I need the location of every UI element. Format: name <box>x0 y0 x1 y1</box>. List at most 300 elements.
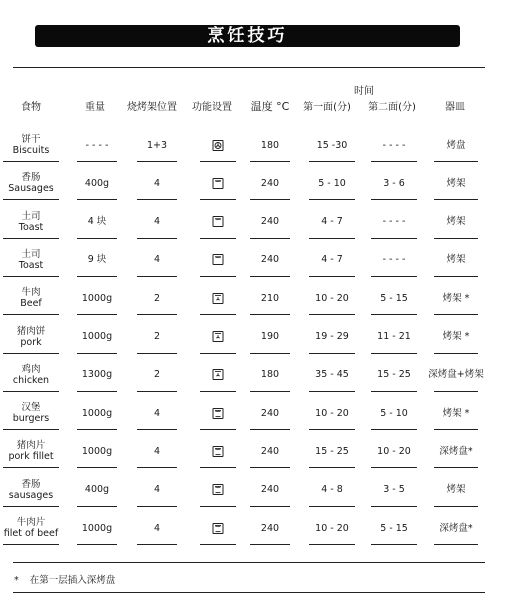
cell-underline <box>77 506 117 507</box>
cell-rack <box>154 360 160 390</box>
cell-underline <box>309 429 355 430</box>
value-rack: 4 <box>153 177 161 189</box>
food-name-cn: 土司 <box>21 210 41 222</box>
header-function: 功能设置 <box>192 102 232 113</box>
value-rack: 4 <box>153 407 161 419</box>
table-row <box>0 360 510 396</box>
cell-function <box>213 475 224 505</box>
cell-underline <box>371 238 417 239</box>
cell-side1 <box>317 130 348 160</box>
value-temp: 240 <box>260 254 280 266</box>
cell-underline <box>309 161 355 162</box>
cell-weight <box>86 130 109 160</box>
cell-food <box>8 168 53 198</box>
cell-food <box>20 283 42 313</box>
double-grill-icon <box>213 408 224 419</box>
cell-underline <box>371 544 417 545</box>
cell-underline <box>200 161 236 162</box>
value-side2: 3 - 5 <box>383 484 405 496</box>
cell-dish <box>428 360 483 390</box>
cell-side1 <box>315 436 349 466</box>
value-dish: 深烤盘* <box>439 522 473 534</box>
value-temp: 240 <box>260 484 280 496</box>
value-temp: 240 <box>260 407 280 419</box>
bottom-divider <box>13 562 485 563</box>
value-side2: - - - - <box>382 254 406 266</box>
value-dish: 烤架 * <box>442 331 470 342</box>
food-name-cn: 猪肉饼 <box>16 325 46 337</box>
cell-underline <box>137 199 177 200</box>
food-name-cn: 饼干 <box>21 134 41 145</box>
cell-rack <box>154 207 160 237</box>
cell-underline <box>77 429 117 430</box>
cell-dish <box>446 245 465 275</box>
cell-underline <box>309 353 355 354</box>
cell-function <box>213 283 224 313</box>
value-side2: 5 - 15 <box>380 522 408 534</box>
cell-underline <box>77 544 117 545</box>
table-row <box>0 207 510 243</box>
footnote-star: * <box>14 575 19 586</box>
cell-underline <box>137 314 177 315</box>
cell-underline <box>434 161 478 162</box>
header-temp: 温度 °C <box>250 100 290 113</box>
cell-temp <box>261 322 279 352</box>
cell-food <box>13 130 50 160</box>
cell-underline <box>200 238 236 239</box>
footnote <box>14 572 115 586</box>
value-temp: 240 <box>260 216 280 228</box>
cell-function <box>213 436 224 466</box>
table-row <box>0 283 510 319</box>
cell-underline <box>371 467 417 468</box>
cell-side1 <box>315 513 349 543</box>
cell-weight <box>85 475 109 505</box>
cell-weight <box>82 360 112 390</box>
cell-underline <box>250 161 290 162</box>
cell-underline <box>200 467 236 468</box>
value-dish: 烤架 <box>446 216 466 228</box>
value-temp: 210 <box>260 292 280 304</box>
food-name-en: filet of beef <box>3 528 59 539</box>
value-temp: 240 <box>260 177 280 189</box>
value-side2: - - - - <box>382 216 406 228</box>
top-divider <box>13 67 485 68</box>
cell-temp <box>261 398 279 428</box>
cell-side2 <box>383 130 406 160</box>
cell-side2 <box>383 168 405 198</box>
cell-underline <box>434 353 478 354</box>
cell-underline <box>371 276 417 277</box>
cell-temp <box>261 245 279 275</box>
cell-underline <box>250 276 290 277</box>
cell-underline <box>77 353 117 354</box>
header-weight: 重量 <box>85 102 105 113</box>
food-name-cn: 香肠 <box>21 172 41 184</box>
cell-rack <box>154 322 160 352</box>
cell-rack <box>154 513 160 543</box>
cell-function <box>213 168 224 198</box>
food-name-en: pork fillet <box>8 451 54 463</box>
cell-underline <box>434 199 478 200</box>
value-rack: 4 <box>153 484 161 496</box>
cell-food <box>19 207 44 237</box>
cell-temp <box>261 130 279 160</box>
value-weight: 1300g <box>81 369 113 381</box>
cell-function <box>213 360 224 390</box>
cell-dish <box>446 475 465 505</box>
cell-weight <box>82 513 112 543</box>
value-rack: 4 <box>153 254 161 266</box>
cell-underline <box>200 544 236 545</box>
value-dish: 烤盘 <box>446 139 466 151</box>
cell-underline <box>77 238 117 239</box>
cell-underline <box>3 161 59 162</box>
value-side2: 5 - 15 <box>380 292 408 304</box>
cell-underline <box>434 314 478 315</box>
header-side2: 第二面(分) <box>368 102 416 113</box>
cell-rack <box>154 283 160 313</box>
food-name-en: Beef <box>20 298 42 310</box>
cell-underline <box>371 199 417 200</box>
cell-underline <box>309 467 355 468</box>
cell-underline <box>250 391 290 392</box>
header-rack: 烧烤架位置 <box>127 102 177 113</box>
cell-underline <box>309 391 355 392</box>
header-dish: 器皿 <box>445 102 465 113</box>
cell-dish <box>443 322 470 352</box>
value-temp: 180 <box>260 369 280 381</box>
cell-side1 <box>321 245 343 275</box>
cell-dish <box>439 513 472 543</box>
cell-underline <box>434 238 478 239</box>
food-name-en: Toast <box>18 221 44 233</box>
cell-underline <box>137 276 177 277</box>
value-side1: 10 - 20 <box>315 407 349 419</box>
value-side2: 15 - 25 <box>377 369 411 381</box>
value-weight: 400g <box>84 177 110 189</box>
value-rack: 4 <box>153 445 161 457</box>
cell-underline <box>200 429 236 430</box>
cell-side2 <box>380 283 408 313</box>
cell-underline <box>137 161 177 162</box>
value-side1: 10 - 20 <box>315 522 349 534</box>
value-weight: 1000g <box>81 331 113 342</box>
fan-icon <box>213 140 224 151</box>
cell-side2 <box>377 360 411 390</box>
food-name-cn: 鸡肉 <box>21 363 41 375</box>
cell-underline <box>200 391 236 392</box>
food-name-cn: 猪肉片 <box>16 440 46 452</box>
value-rack: 2 <box>153 331 161 342</box>
cell-temp <box>261 168 279 198</box>
cell-side2 <box>380 398 408 428</box>
footer-divider <box>13 592 485 593</box>
grill-icon <box>213 216 224 227</box>
cell-temp <box>261 360 279 390</box>
cell-dish <box>446 130 465 160</box>
cell-dish <box>443 398 470 428</box>
cell-food <box>13 398 50 428</box>
value-dish: 烤架 <box>446 177 466 189</box>
value-weight: 400g <box>84 484 110 496</box>
cell-rack <box>154 245 160 275</box>
cell-food <box>19 245 44 275</box>
cell-side1 <box>315 360 349 390</box>
cell-underline <box>309 238 355 239</box>
table-row <box>0 475 510 511</box>
cell-underline <box>309 544 355 545</box>
cell-temp <box>261 475 279 505</box>
cell-underline <box>3 467 59 468</box>
value-side1: 4 - 7 <box>321 254 343 266</box>
value-weight: - - - - <box>85 139 109 151</box>
food-name-cn: 香肠 <box>21 478 41 490</box>
cell-temp <box>261 283 279 313</box>
header-time: 时间 <box>354 86 374 97</box>
food-name-cn: 土司 <box>21 248 41 260</box>
table-row <box>0 245 510 281</box>
cell-underline <box>309 276 355 277</box>
value-side1: 5 - 10 <box>318 177 346 189</box>
value-side1: 15 - 25 <box>315 445 349 457</box>
cell-underline <box>3 314 59 315</box>
value-dish: 烤架 <box>446 254 466 266</box>
cell-underline <box>250 544 290 545</box>
cell-rack <box>147 130 167 160</box>
value-side1: 4 - 7 <box>321 216 343 228</box>
page-title: 烹饪技巧 <box>35 25 460 47</box>
food-name-cn: 汉堡 <box>21 402 41 414</box>
cell-food <box>13 360 49 390</box>
header-food: 食物 <box>21 102 41 113</box>
table-row <box>0 130 510 166</box>
cell-underline <box>137 391 177 392</box>
cell-side1 <box>321 207 343 237</box>
cell-underline <box>434 506 478 507</box>
value-side1: 10 - 20 <box>315 292 349 304</box>
cell-dish <box>443 283 470 313</box>
value-side2: 5 - 10 <box>380 407 408 419</box>
cell-underline <box>3 276 59 277</box>
value-temp: 190 <box>260 331 280 342</box>
turbo-grill-icon <box>213 293 224 304</box>
value-rack: 2 <box>153 292 161 304</box>
cell-dish <box>439 436 472 466</box>
cell-temp <box>261 436 279 466</box>
cell-underline <box>309 199 355 200</box>
cell-side2 <box>380 513 408 543</box>
cell-underline <box>371 506 417 507</box>
cell-food <box>9 475 53 505</box>
cell-underline <box>3 544 59 545</box>
cell-underline <box>77 314 117 315</box>
cell-underline <box>3 353 59 354</box>
food-name-en: sausages <box>8 489 54 501</box>
cell-food <box>8 436 53 466</box>
footnote-text: 在第一层插入深烤盘 <box>29 575 116 586</box>
value-side2: 3 - 6 <box>383 177 405 189</box>
cell-underline <box>371 391 417 392</box>
cell-underline <box>137 353 177 354</box>
cell-rack <box>154 168 160 198</box>
cell-underline <box>137 467 177 468</box>
value-weight: 4 块 <box>87 216 107 228</box>
cell-function <box>213 322 224 352</box>
cell-underline <box>137 544 177 545</box>
cell-underline <box>434 276 478 277</box>
value-weight: 1000g <box>81 292 113 304</box>
cell-underline <box>200 199 236 200</box>
cell-underline <box>77 276 117 277</box>
food-name-cn: 牛肉片 <box>16 517 46 528</box>
value-dish: 烤架 * <box>442 407 470 419</box>
cell-underline <box>200 506 236 507</box>
cell-underline <box>250 238 290 239</box>
value-temp: 180 <box>260 139 280 151</box>
value-dish: 烤架 <box>446 484 466 496</box>
table-row <box>0 436 510 472</box>
cell-weight <box>82 436 112 466</box>
cell-weight <box>85 168 109 198</box>
cell-side2 <box>383 207 406 237</box>
food-name-cn: 牛肉 <box>21 287 41 299</box>
cell-underline <box>371 314 417 315</box>
cell-side1 <box>321 475 343 505</box>
cell-underline <box>250 199 290 200</box>
value-rack: 2 <box>153 369 161 381</box>
value-side1: 4 - 8 <box>321 484 343 496</box>
value-side2: 10 - 20 <box>377 445 411 457</box>
header-side1: 第一面(分) <box>303 102 351 113</box>
cell-side2 <box>383 245 406 275</box>
table-row <box>0 513 510 549</box>
cell-underline <box>77 391 117 392</box>
cell-underline <box>137 506 177 507</box>
table-row <box>0 168 510 204</box>
cell-underline <box>371 429 417 430</box>
cell-underline <box>434 391 478 392</box>
value-rack: 4 <box>153 216 161 228</box>
value-weight: 1000g <box>81 407 113 419</box>
value-side1: 35 - 45 <box>315 369 349 381</box>
food-name-en: chicken <box>12 374 50 386</box>
cell-underline <box>371 353 417 354</box>
cell-underline <box>250 467 290 468</box>
cell-weight <box>88 245 107 275</box>
food-name-en: Sausages <box>8 183 54 195</box>
cell-underline <box>250 506 290 507</box>
cell-side1 <box>318 168 346 198</box>
turbo-grill-icon <box>213 331 224 342</box>
cell-temp <box>261 513 279 543</box>
value-rack: 4 <box>153 522 161 534</box>
cell-function <box>213 245 224 275</box>
cell-underline <box>309 506 355 507</box>
cell-food <box>4 513 58 543</box>
food-name-en: Toast <box>18 259 44 271</box>
food-name-en: Biscuits <box>12 145 50 156</box>
value-weight: 1000g <box>81 445 113 457</box>
food-name-en: pork <box>20 336 42 348</box>
value-dish: 深烤盘* <box>439 445 473 457</box>
double-grill-icon <box>213 446 224 457</box>
value-side2: - - - - <box>382 139 406 151</box>
value-dish: 深烤盘+烤架 <box>428 369 484 381</box>
cell-underline <box>434 467 478 468</box>
grill-icon <box>213 178 224 189</box>
cell-side2 <box>377 436 411 466</box>
cell-underline <box>434 544 478 545</box>
cell-weight <box>82 398 112 428</box>
cell-function <box>213 398 224 428</box>
cell-rack <box>154 398 160 428</box>
cell-underline <box>200 314 236 315</box>
cell-function <box>213 513 224 543</box>
cell-underline <box>3 238 59 239</box>
cell-underline <box>250 314 290 315</box>
cell-underline <box>3 506 59 507</box>
cell-underline <box>434 429 478 430</box>
table-row <box>0 322 510 358</box>
cell-weight <box>88 207 107 237</box>
cell-underline <box>3 391 59 392</box>
value-side1: 19 - 29 <box>315 331 349 342</box>
value-weight: 9 块 <box>87 254 107 266</box>
double-grill-icon <box>213 484 224 495</box>
cell-side1 <box>315 283 349 313</box>
double-grill-icon <box>213 523 224 534</box>
cell-weight <box>82 283 112 313</box>
value-side2: 11 - 21 <box>377 331 411 342</box>
cell-underline <box>250 429 290 430</box>
cell-underline <box>371 161 417 162</box>
cell-underline <box>77 467 117 468</box>
cell-temp <box>261 207 279 237</box>
cell-underline <box>3 199 59 200</box>
cell-underline <box>250 353 290 354</box>
cell-rack <box>154 475 160 505</box>
turbo-grill-icon <box>213 369 224 380</box>
cell-side2 <box>377 322 411 352</box>
cell-function <box>213 207 224 237</box>
cell-underline <box>77 161 117 162</box>
cell-side2 <box>383 475 405 505</box>
cell-underline <box>3 429 59 430</box>
cell-underline <box>309 314 355 315</box>
value-weight: 1000g <box>81 522 113 534</box>
cell-function <box>213 130 224 160</box>
value-rack: 1+3 <box>146 139 168 151</box>
value-side1: 15 -30 <box>316 139 348 151</box>
cell-dish <box>446 168 465 198</box>
value-dish: 烤架 * <box>442 292 470 304</box>
cell-rack <box>154 436 160 466</box>
grill-icon <box>213 254 224 265</box>
cell-weight <box>82 322 112 352</box>
cell-underline <box>137 429 177 430</box>
cell-side1 <box>315 398 349 428</box>
value-temp: 240 <box>260 445 280 457</box>
cell-underline <box>137 238 177 239</box>
cell-underline <box>77 199 117 200</box>
food-name-en: burgers <box>12 413 50 425</box>
cell-underline <box>200 276 236 277</box>
cell-dish <box>446 207 465 237</box>
table-row <box>0 398 510 434</box>
value-temp: 240 <box>260 522 280 534</box>
cell-underline <box>200 353 236 354</box>
